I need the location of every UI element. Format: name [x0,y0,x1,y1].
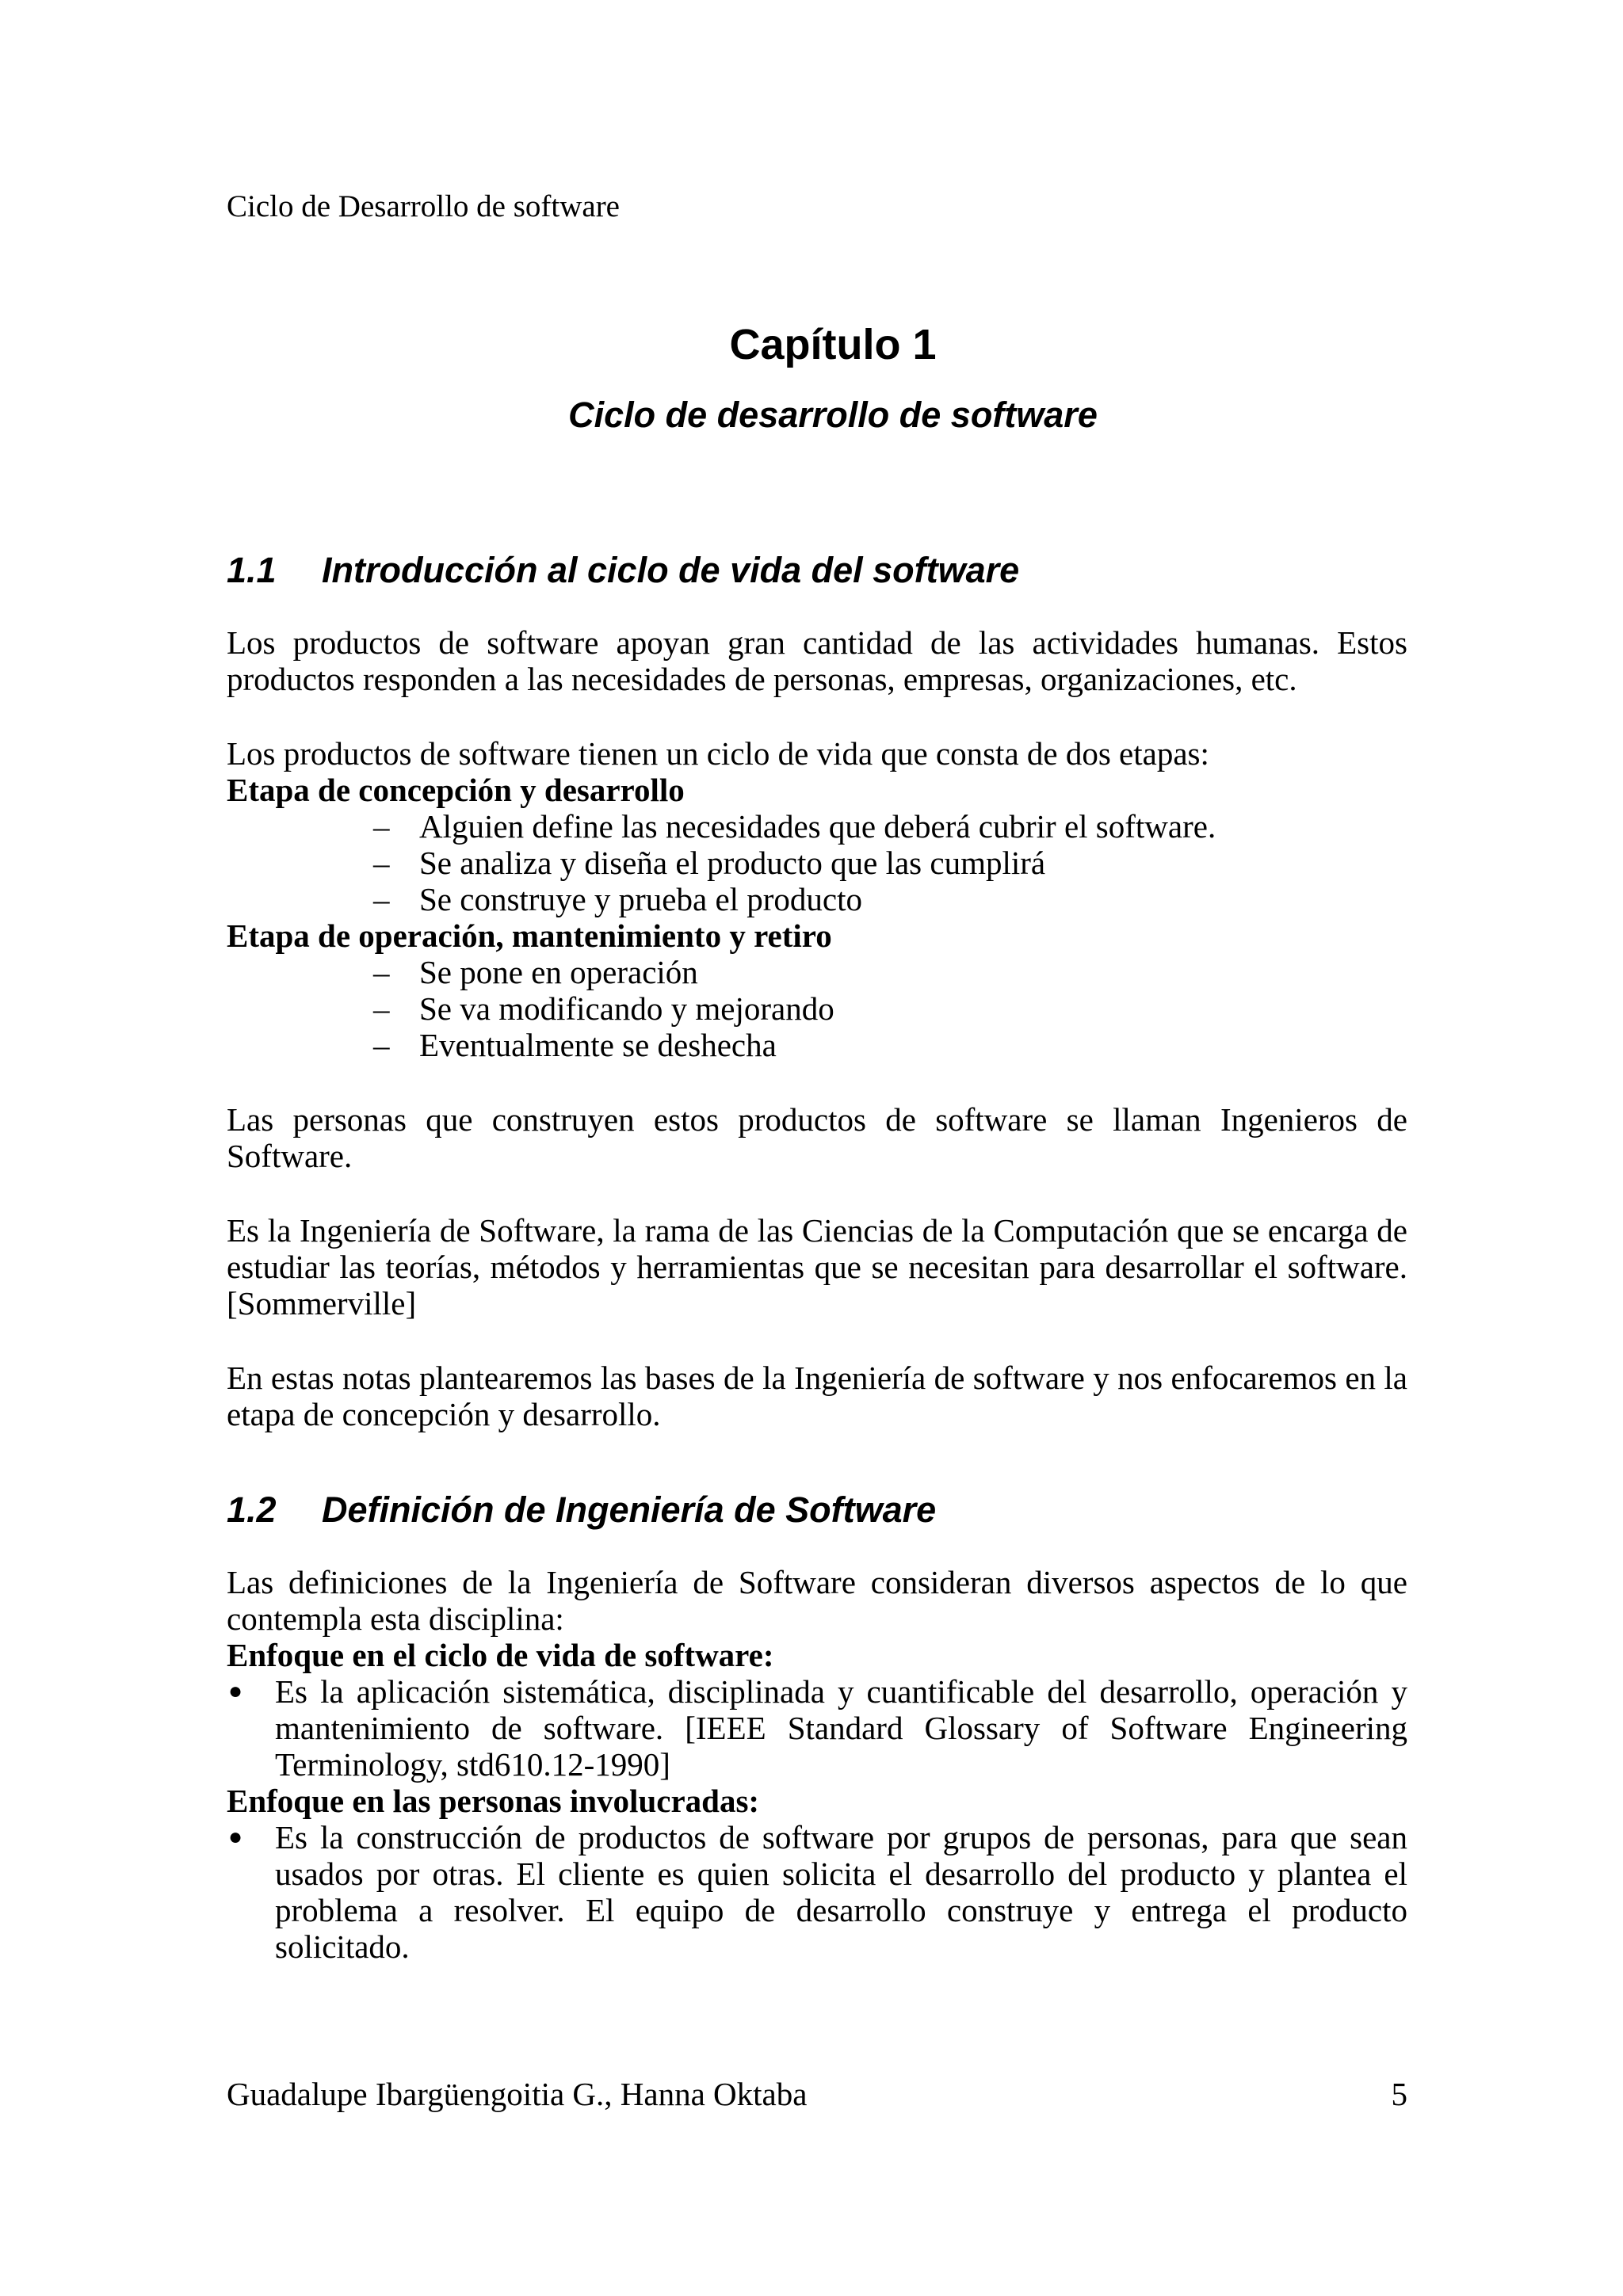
list-item: – Alguien define las necesidades que deberá cubrir el software. [373,808,1216,845]
focus-title-personas: Enfoque en las personas involucradas: [227,1783,760,1819]
stage-list-operacion [227,954,1407,1063]
page-number: 5 [1391,2076,1407,2112]
paragraph: En estas notas plantearemos las bases de la Ingeniería de software y nos enfocaremos en la etapa de concepción y desarrollo. [227,1360,1407,1432]
list-item: – Se pone en operación [373,954,698,990]
paragraph: Las personas que construyen estos productos de software se llaman Ingenieros de Software. [227,1101,1407,1174]
focus-title-ciclo-vida: Enfoque en el ciclo de vida de software: [227,1637,774,1673]
focus-list-personas [227,1819,1407,1965]
stage-title-concepcion: Etapa de concepción y desarrollo [227,772,685,808]
chapter-title: Capítulo 1 [729,321,937,368]
dash-icon: – [373,881,390,917]
stage-list-concepcion [227,808,1407,917]
dash-icon: – [373,954,390,990]
list-item: – Eventualmente se deshecha [373,1027,777,1063]
paragraph: Es la Ingeniería de Software, la rama de las Ciencias de la Computación que se encarga de estudiar las teorías, métodos y herramientas que se necesitan para desarrollar el software.[Sommerville] [227,1212,1407,1322]
paragraph: Los productos de software apoyan gran cantidad de las actividades humanas. Estos productos responden a las necesidades de personas, empresas, organizaciones, etc. [227,624,1407,697]
bullet-icon: ● [228,1824,243,1850]
list-item: – Se va modificando y mejorando [373,990,834,1027]
dash-icon: – [373,845,390,881]
paragraph: Las definiciones de la Ingeniería de Software consideran diversos aspectos de lo que contempla esta disciplina: [227,1564,1407,1637]
page-footer [227,2076,1407,2112]
bullet-icon: ● [228,1678,243,1704]
running-header: Ciclo de Desarrollo de software [227,189,620,223]
list-item: – Se construye y prueba el producto [373,881,863,917]
section-number: 1.1 [227,550,277,590]
section-title: Definición de Ingeniería de Software [322,1489,937,1530]
section-title: Introducción al ciclo de vida del software [322,550,1020,590]
section-number: 1.2 [227,1489,277,1530]
chapter-subtitle: Ciclo de desarrollo de software [568,395,1098,435]
list-item: ● Es la aplicación sistemática, disciplinada y cuantificable del desarrollo, operación y mantenimiento de software. [IEEE Standard Glossary of Software Engineering Terminology, std610.12-1990] [228,1673,1407,1783]
list-item: – Se analiza y diseña el producto que las cumplirá [373,845,1046,881]
section-heading-1-2 [227,1488,1407,1532]
page-content [227,189,1407,1965]
list-item: ● Es la construcción de productos de software por grupos de personas, para que sean usados por otras. El cliente es quien solicita el desarrollo del producto y plantea el problema a resolver. El equipo de desarrollo construye y entrega el producto solicitado. [228,1819,1407,1965]
footer-authors: Guadalupe Ibargüengoitia G., Hanna Oktaba [227,2076,808,2112]
section-heading-1-1 [227,548,1407,593]
stage-title-operacion: Etapa de operación, mantenimiento y retiro [227,917,832,954]
dash-icon: – [373,1027,390,1063]
paragraph: Los productos de software tienen un ciclo de vida que consta de dos etapas: [227,735,1209,772]
dash-icon: – [373,990,390,1027]
focus-list-ciclo-vida [227,1673,1407,1783]
dash-icon: – [373,808,390,845]
